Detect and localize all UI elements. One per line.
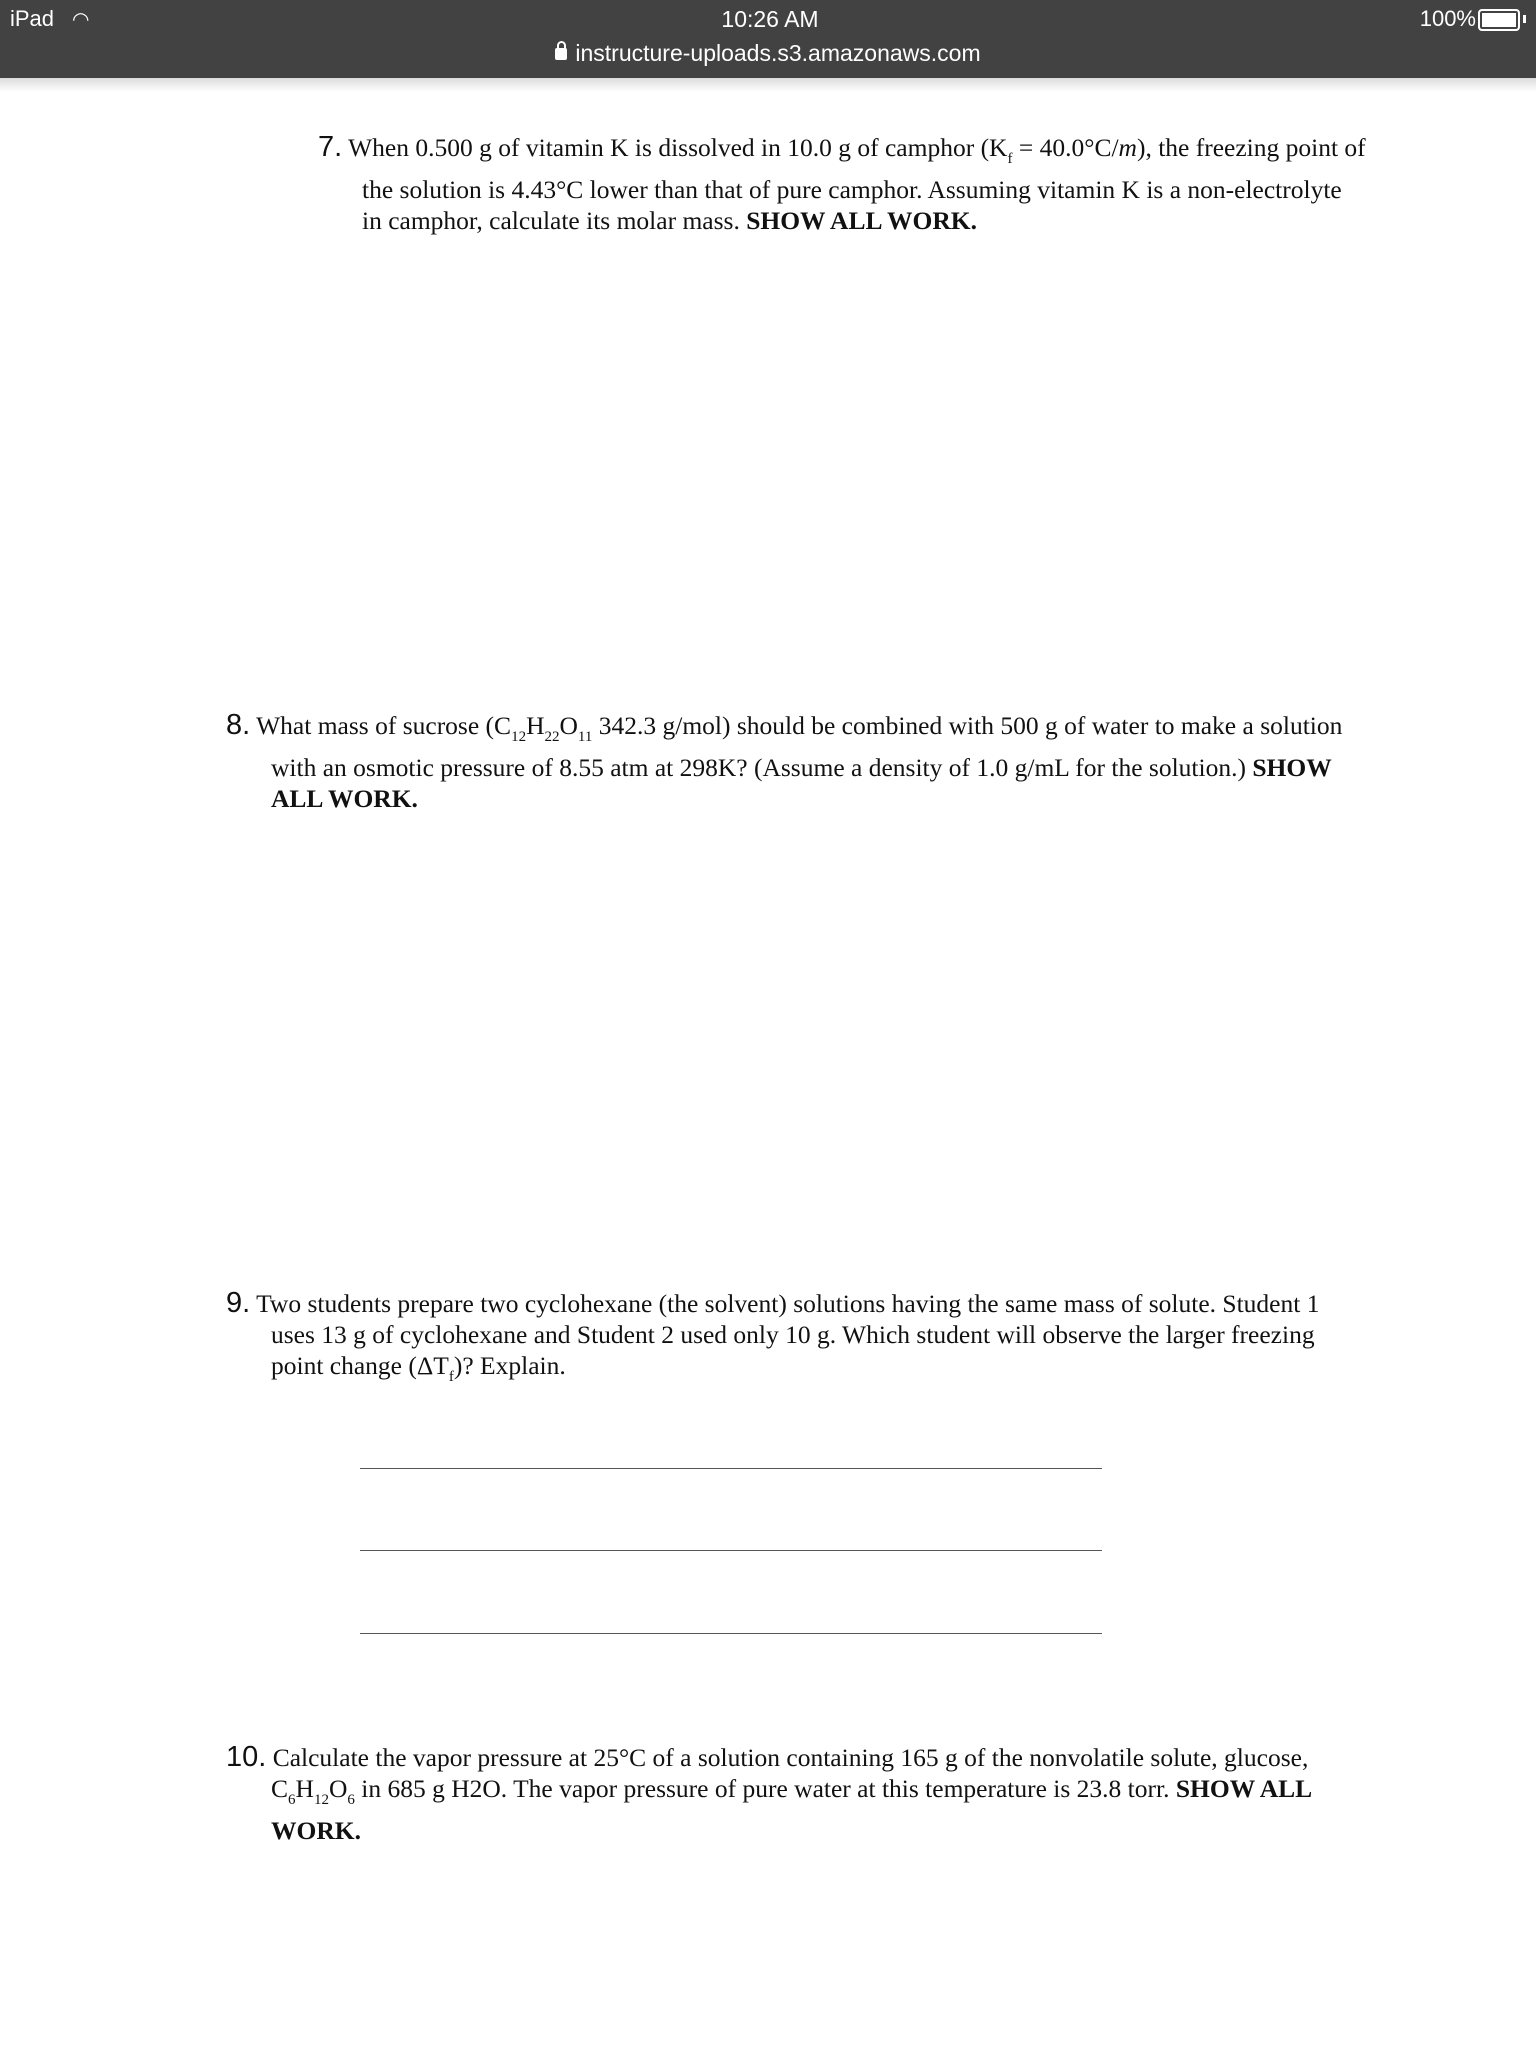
battery-percent: 100% [1419, 6, 1476, 31]
subscript: f [1007, 151, 1013, 167]
question-10 [226, 1742, 1312, 1846]
answer-line [360, 1468, 1102, 1469]
wifi-icon: ◠ [72, 9, 90, 31]
text: Calculate the vapor pressure at 25°C of a solution containing 165 g of the nonvolatile solute, glucose, [272, 1743, 1309, 1772]
text: in 685 g H2O. The vapor pressure of pure water at this temperature is 23.8 torr. [354, 1774, 1176, 1803]
lock-icon [555, 48, 567, 60]
text: When 0.500 g of vitamin K is dissolved in 10.0 g of camphor (K [348, 133, 1008, 162]
text: = 40.0°C/ [1012, 133, 1119, 162]
text: uses 13 g of cyclohexane and Student 2 used only 10 g. Which student will observe the larger freezing [271, 1320, 1315, 1349]
text: Two students prepare two cyclohexane (the solvent) solutions having the same mass of solute. Student 1 [256, 1289, 1320, 1318]
question-number: 8. [226, 709, 251, 741]
text: )? Explain. [453, 1351, 566, 1380]
toolbar-shadow [0, 78, 1536, 92]
text: C [271, 1774, 289, 1803]
text: the solution is 4.43°C lower than that of pure camphor. Assuming vitamin K is a non-electrolyte [362, 175, 1342, 204]
device-label: iPad [10, 6, 55, 31]
question-number: 7. [318, 131, 343, 163]
text: point change (ΔT [271, 1351, 449, 1380]
url-text: instructure-uploads.s3.amazonaws.com [575, 40, 981, 66]
emphasis: ALL WORK. [271, 784, 418, 813]
text: with an osmotic pressure of 8.55 atm at 298K? (Assume a density of 1.0 g/mL for the solution.) [271, 753, 1253, 782]
text: ), the freezing point of [1136, 133, 1366, 162]
subscript: 12 [511, 729, 527, 745]
status-bar [0, 0, 1536, 78]
question-7 [318, 132, 1366, 236]
subscript: 22 [544, 729, 560, 745]
subscript: 12 [313, 1792, 329, 1808]
subscript: 11 [577, 729, 593, 745]
text: H [526, 711, 545, 740]
text: H [295, 1774, 314, 1803]
text: 342.3 g/mol) should be combined with 500 g of water to make a solution [592, 711, 1343, 740]
text: O [328, 1774, 348, 1803]
subscript: 6 [288, 1792, 296, 1808]
subscript: 6 [347, 1792, 355, 1808]
emphasis: SHOW ALL [1175, 1774, 1313, 1803]
question-9 [226, 1288, 1319, 1386]
answer-line [360, 1550, 1102, 1551]
clock: 10:26 AM [721, 6, 819, 32]
battery-nub [1523, 15, 1526, 23]
text: m [1118, 133, 1137, 162]
address-bar[interactable] [0, 40, 1536, 67]
question-8 [226, 710, 1342, 814]
emphasis: WORK. [271, 1816, 361, 1845]
question-number: 10. [226, 1741, 267, 1773]
emphasis: SHOW ALL WORK. [746, 206, 977, 235]
answer-line [360, 1633, 1102, 1634]
text: in camphor, calculate its molar mass. [362, 206, 747, 235]
text: What mass of sucrose (C [256, 711, 512, 740]
battery-icon [1478, 9, 1520, 31]
question-number: 9. [226, 1287, 251, 1319]
emphasis: SHOW [1252, 753, 1332, 782]
text: O [559, 711, 578, 740]
subscript: f [448, 1369, 454, 1385]
